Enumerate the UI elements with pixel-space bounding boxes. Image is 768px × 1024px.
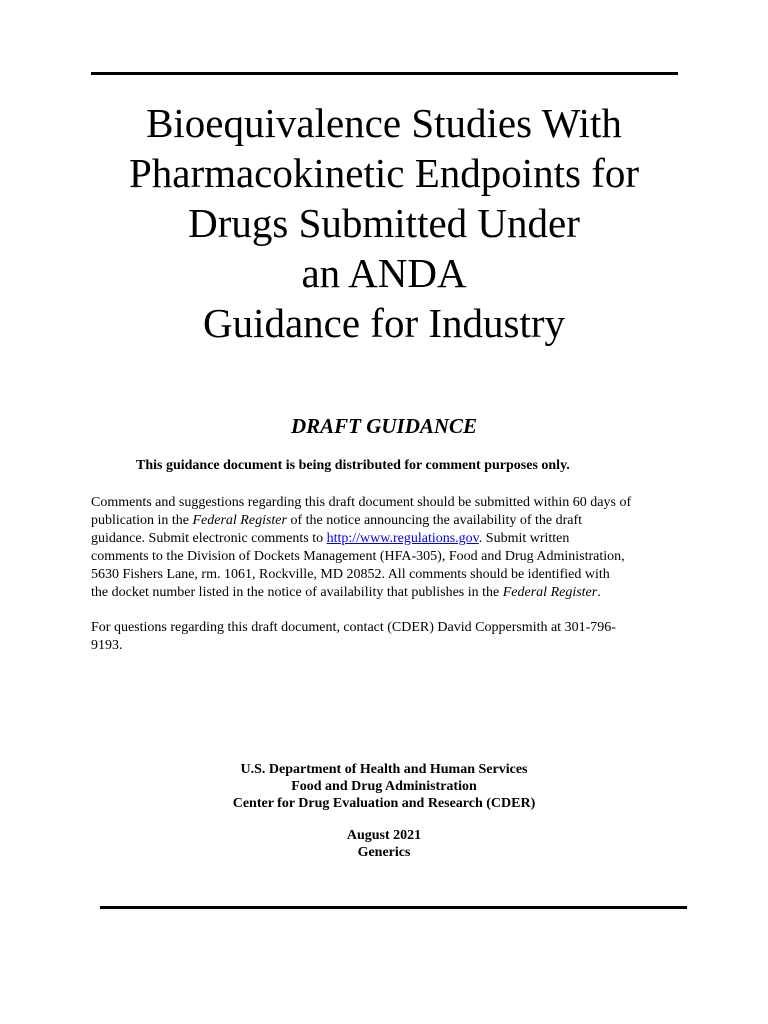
comments-paragraph <box>91 494 687 602</box>
publication-date: August 2021 <box>346 828 422 843</box>
comments-line-3 <box>91 530 687 548</box>
comments-text: guidance. Submit electronic comments to <box>91 531 327 546</box>
comments-line-6 <box>91 584 687 602</box>
title-line-1: Bioequivalence Studies With <box>146 100 622 146</box>
comments-text: . <box>597 585 601 600</box>
top-divider <box>91 72 678 75</box>
fda-name: Food and Drug Administration <box>291 779 477 794</box>
title-line-3: Drugs Submitted Under <box>188 200 580 246</box>
comments-line-1: Comments and suggestions regarding this draft document should be submitted within 60 days of <box>91 495 632 510</box>
comments-line-2 <box>91 512 687 530</box>
comment-purposes-notice: This guidance document is being distributed for comment purposes only. <box>136 458 570 473</box>
comments-line-5: 5630 Fishers Lane, rm. 1061, Rockville, MD 20852. All comments should be identified with <box>91 567 610 582</box>
comments-text: the docket number listed in the notice of availability that publishes in the <box>91 585 503 600</box>
title-line-4: an ANDA <box>301 250 467 296</box>
comments-text: publication in the <box>91 513 193 528</box>
agency-block <box>0 761 768 861</box>
comments-line-4: comments to the Division of Dockets Management (HFA-305), Food and Drug Administration, <box>91 549 625 564</box>
federal-register-italic: Federal Register <box>502 585 598 600</box>
bottom-divider <box>100 906 687 909</box>
title-line-5: Guidance for Industry <box>202 300 566 346</box>
document-title <box>40 98 728 348</box>
spacer <box>0 812 768 827</box>
comments-text: of the notice announcing the availability of the draft <box>286 513 583 528</box>
guidance-category: Generics <box>357 845 411 860</box>
comments-text: . Submit written <box>478 531 570 546</box>
federal-register-italic: Federal Register <box>192 513 287 528</box>
contact-line-2: 9193. <box>91 638 123 653</box>
contact-paragraph <box>91 619 687 655</box>
department-name: U.S. Department of Health and Human Services <box>240 762 528 777</box>
contact-line-1: For questions regarding this draft document, contact (CDER) David Coppersmith at 301-796- <box>91 620 616 635</box>
regulations-gov-link[interactable]: http://www.regulations.gov <box>326 531 479 546</box>
draft-guidance-heading: DRAFT GUIDANCE <box>290 414 478 438</box>
center-name: Center for Drug Evaluation and Research (CDER) <box>232 796 536 811</box>
title-line-2: Pharmacokinetic Endpoints for <box>128 150 640 196</box>
